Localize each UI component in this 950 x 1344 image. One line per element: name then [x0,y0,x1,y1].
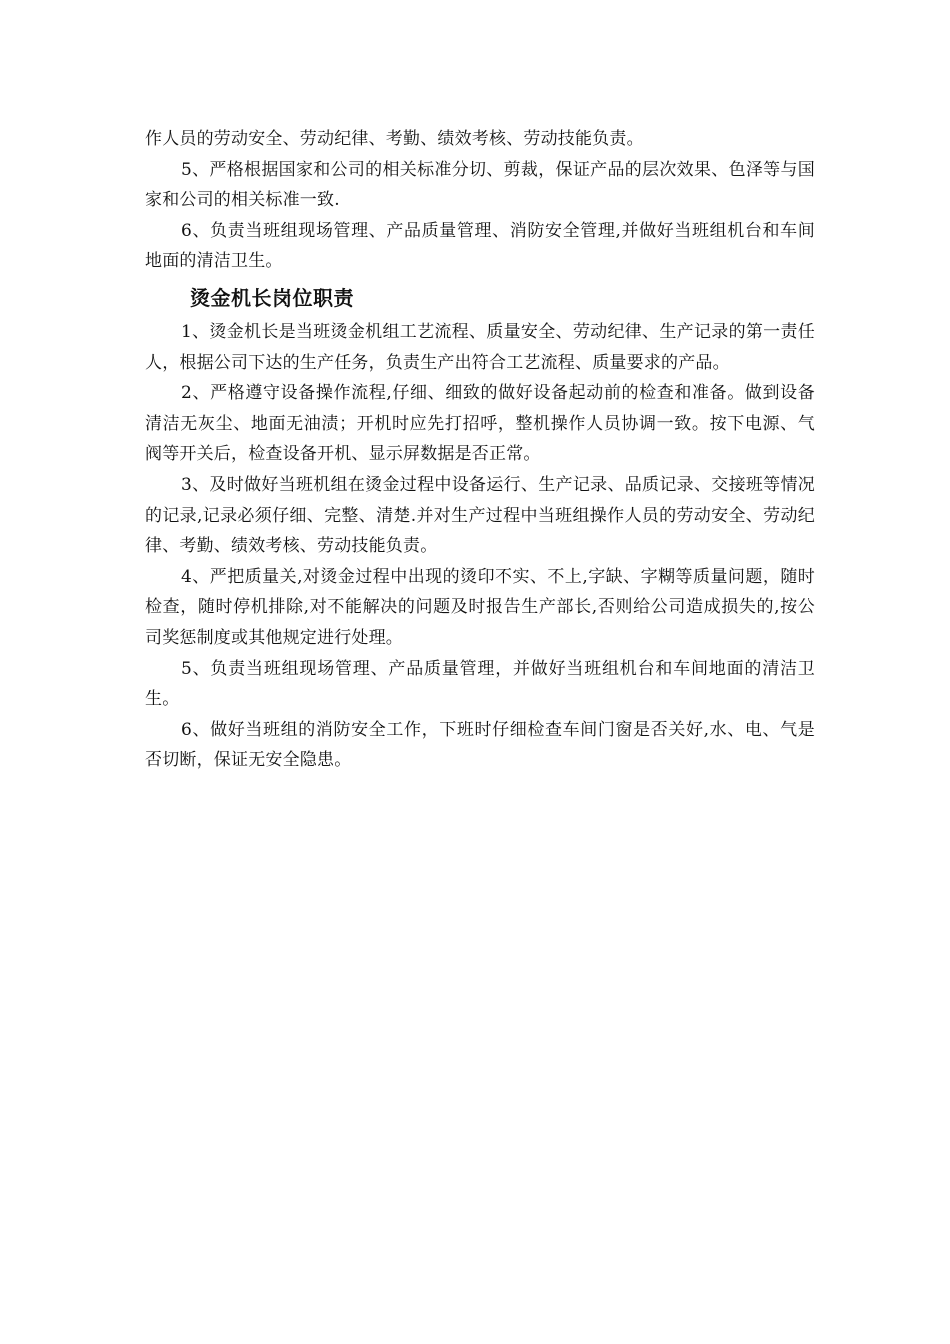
duty-item-1: 1、烫金机长是当班烫金机组工艺流程、质量安全、劳动纪律、生产记录的第一责任人，根据公司下达的生产任务，负责生产出符合工艺流程、质量要求的产品。 [145,321,815,373]
duty-item-previous-6: 6、负责当班组现场管理、产品质量管理、消防安全管理,并做好当班组机台和车间地面的清洁卫生。 [145,220,815,272]
duty-item-2: 2、严格遵守设备操作流程,仔细、细致的做好设备起动前的检查和准备。做到设备清洁无灰尘、地面无油渍；开机时应先打招呼，整机操作人员协调一致。按下电源、气阀等开关后，检查设备开机、显示屏数据是否正常。 [145,383,815,465]
duty-item-3: 3、及时做好当班机组在烫金过程中设备运行、生产记录、品质记录、交接班等情况的记录,记录必须仔细、完整、清楚.并对生产过程中当班组操作人员的劳动安全、劳动纪律、考勤、绩效考核、劳动技能负责。 [145,474,815,557]
section-title: 烫金机长岗位职责 [190,285,354,310]
duty-item-4: 4、严把质量关,对烫金过程中出现的烫印不实、不上,字缺、字糊等质量问题，随时检查，随时停机排除,对不能解决的问题及时报告生产部长,否则给公司造成损失的,按公司奖惩制度或其他规定进行处理。 [145,566,815,648]
document-body [145,124,815,776]
duty-item-previous-5: 5、严格根据国家和公司的相关标准分切、剪裁，保证产品的层次效果、色泽等与国家和公司的相关标准一致. [145,159,815,211]
continued-paragraph: 作人员的劳动安全、劳动纪律、考勤、绩效考核、劳动技能负责。 [145,129,644,149]
duty-item-6: 6、做好当班组的消防安全工作，下班时仔细检查车间门窗是否关好,水、电、气是否切断，保证无安全隐患。 [145,719,815,771]
duty-item-5: 5、负责当班组现场管理、产品质量管理，并做好当班组机台和车间地面的清洁卫生。 [145,658,815,710]
